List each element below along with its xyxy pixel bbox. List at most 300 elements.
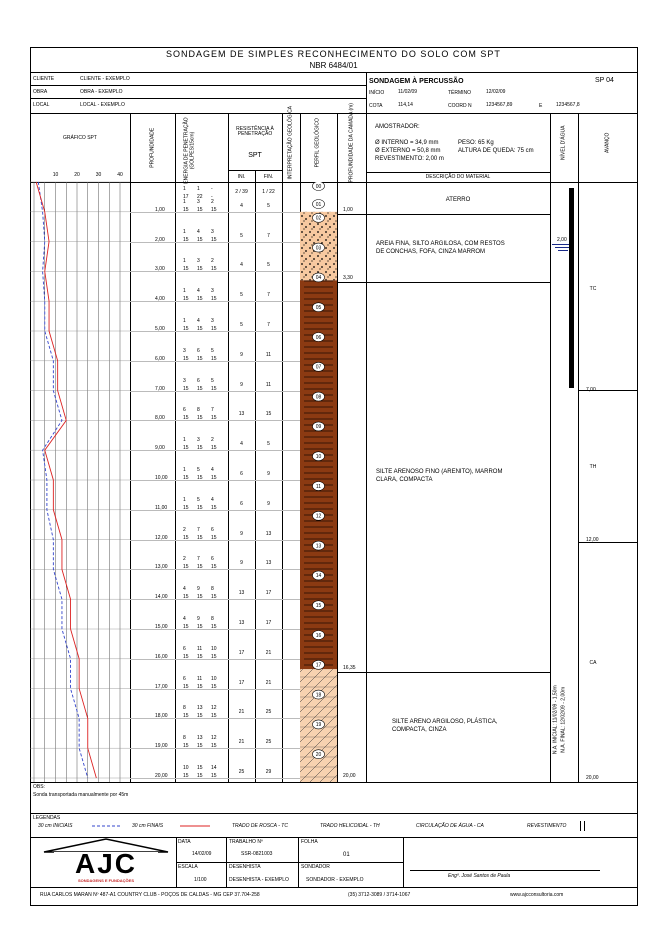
amostrador-externo: Ø EXTERNO = 50,8 mm <box>375 148 441 154</box>
layer-2-depth: 3,30 <box>343 275 353 281</box>
inicio-label: INÍCIO <box>369 90 385 96</box>
sample-marker <box>313 243 325 252</box>
spt-fin: 7 <box>267 322 270 328</box>
spt-ini: 5 <box>240 232 243 239</box>
legend-ca: CIRCULAÇÃO DE ÁGUA - CA <box>416 823 484 829</box>
blow-count: 1 <box>183 198 186 205</box>
blow-count: 4 <box>197 288 200 295</box>
blow-dist: 22 <box>197 194 203 200</box>
avanco-header: AVANÇO <box>604 132 611 153</box>
spt-fin: 29 <box>265 769 272 775</box>
blow-dist: 15 <box>183 445 189 452</box>
sample-marker <box>313 362 325 371</box>
grafico-header: GRÁFICO SPT <box>63 135 97 141</box>
footer-phone: (35) 3712-3089 / 3714-1067 <box>348 892 411 898</box>
water-initial: N.A. INICIAL: 11/02/09 - 1,50m <box>552 685 559 755</box>
legend-dashed-line <box>92 823 122 829</box>
blow-count: 5 <box>197 496 200 503</box>
blow-dist: 15 <box>211 475 217 481</box>
spt-ini: 4 <box>240 262 243 269</box>
legend-tc: TRADO DE ROSCA - TC <box>232 823 288 829</box>
sp-number: SP 04 <box>595 77 614 84</box>
blow-dist: 15 <box>211 206 217 213</box>
termino-value: 12/02/09 <box>486 89 506 95</box>
blow-dist: 15 <box>197 206 203 213</box>
inicio-value: 11/02/09 <box>398 89 418 95</box>
energia-header: ENERGIA DE PENETRAÇÃO (GOLPES/15cm) <box>183 117 195 184</box>
folha-label: FOLHA <box>301 839 318 845</box>
blow-dist: 15 <box>211 743 217 750</box>
blow-count: 2 <box>183 556 186 563</box>
cota-value: 114,14 <box>398 102 413 108</box>
obra-label: OBRA <box>33 89 48 95</box>
blow-dist: 15 <box>211 445 217 452</box>
interpretacao-header: INTERPRETAÇÃO GEOLÓGICA <box>287 105 294 180</box>
data-value: 14/02/09 <box>192 851 212 857</box>
svg-text:12: 12 <box>315 513 322 520</box>
depth-label: 12,00 <box>155 534 168 541</box>
sample-marker <box>313 482 325 491</box>
blow-count: 1 <box>183 258 186 265</box>
svg-text:19: 19 <box>315 722 322 729</box>
profundidade-header: PROFUNDIDADE <box>149 127 156 168</box>
blow-dist: 15 <box>197 266 203 273</box>
sample-marker <box>313 273 325 282</box>
spt-ini: 4 <box>240 202 243 209</box>
blow-dist: 15 <box>197 743 203 750</box>
blow-dist: 15 <box>183 326 189 332</box>
blow-dist: 15 <box>197 683 203 690</box>
data-label: DATA <box>178 839 191 845</box>
svg-text:16: 16 <box>315 632 322 639</box>
spt-fin: 17 <box>265 590 272 597</box>
blow-dist: 15 <box>183 743 189 750</box>
blow-dist: 15 <box>197 236 203 243</box>
sample-marker <box>313 541 325 550</box>
obs-label: OBS: <box>33 784 45 790</box>
svg-text:14: 14 <box>315 573 322 580</box>
blow-count: 12 <box>211 705 217 712</box>
blow-dist: 15 <box>183 713 189 720</box>
blow-count: 10 <box>183 765 189 771</box>
blow-count: 4 <box>183 616 186 622</box>
spt-ini: 17 <box>238 679 245 686</box>
blow-dist: 15 <box>183 266 189 273</box>
depth-label: 19,00 <box>155 743 168 750</box>
spt-fin: 11 <box>265 381 272 388</box>
layer-1-desc: ATERRO <box>445 197 471 203</box>
blow-count: 3 <box>183 347 186 354</box>
footer-web: www.ajcconsultoria.com <box>510 892 564 898</box>
cota-label: COTA <box>369 103 383 109</box>
blow-count: 14 <box>211 765 217 771</box>
blow-dist: 15 <box>183 415 189 422</box>
blow-count: 9 <box>197 616 200 622</box>
sample-marker <box>313 200 325 209</box>
blow-count: 3 <box>197 198 200 205</box>
blow-dist: 15 <box>197 504 203 511</box>
blow-dist: 15 <box>211 385 217 392</box>
blow-dist: 15 <box>211 564 217 571</box>
blow-count: 4 <box>183 586 186 593</box>
blow-dist: 15 <box>183 683 189 690</box>
blow-dist: 15 <box>183 475 189 481</box>
svg-text:02: 02 <box>315 215 322 222</box>
blow-dist: 15 <box>211 683 217 690</box>
spt-ini: 6 <box>240 500 243 507</box>
spt-ini: 2 / 39 <box>235 189 248 195</box>
svg-text:00: 00 <box>315 183 322 190</box>
blow-dist: 15 <box>197 326 203 332</box>
blow-dist: 15 <box>197 355 203 362</box>
blow-count: 8 <box>183 705 186 712</box>
desenhista-label: DESENHISTA <box>229 864 261 870</box>
fin-header: FIN. <box>263 174 274 180</box>
depth-label: 9,00 <box>155 445 165 452</box>
spt-fin: 21 <box>265 679 272 686</box>
spt-fin: 21 <box>265 649 272 656</box>
blow-dist: 15 <box>197 445 203 452</box>
blow-dist: 15 <box>211 355 217 362</box>
avanco-ca: CA <box>589 660 597 666</box>
ini-header: INI. <box>237 174 246 180</box>
legend-rev-symbol <box>580 821 585 831</box>
blow-dist: 15 <box>197 296 203 303</box>
blow-dist: 15 <box>183 624 189 630</box>
svg-text:13: 13 <box>315 543 322 550</box>
revestimento-bar <box>569 188 574 388</box>
blow-count: 1 <box>183 496 186 503</box>
sample-marker <box>313 452 325 461</box>
depth-label: 20,00 <box>155 773 168 779</box>
chart-tick-label: 10 <box>52 172 59 178</box>
svg-text:10: 10 <box>315 454 322 460</box>
svg-text:17: 17 <box>315 662 322 669</box>
obra-value: OBRA - EXEMPLO <box>80 89 123 95</box>
cliente-value: CLIENTE - EXEMPLO <box>80 76 130 82</box>
depth-label: 17,00 <box>155 683 168 690</box>
blow-count: 2 <box>183 526 186 533</box>
blow-dist: 15 <box>197 773 203 779</box>
svg-text:04: 04 <box>315 275 322 282</box>
depth-label: 4,00 <box>155 296 165 303</box>
blow-dist: 15 <box>197 534 203 541</box>
blow-dist: 15 <box>211 534 217 541</box>
blow-count: 5 <box>197 467 200 473</box>
blow-count: 13 <box>197 735 203 742</box>
blow-count: 1 <box>197 186 200 192</box>
spt-ini: 9 <box>240 381 243 388</box>
prof-camada-header: PROFUNDIDADE DA CAMADA (m) <box>348 103 355 183</box>
spt-fin: 25 <box>265 709 272 716</box>
legend-rev: REVESTIMENTO <box>527 823 567 829</box>
spt-ini: 5 <box>240 292 243 299</box>
blow-count: 12 <box>211 735 217 742</box>
layer-4-desc-1: SILTE ARENO ARGILOSO, PLÁSTICA, <box>392 719 498 725</box>
obs-text: Sonda transportada manualmente por 45m <box>33 792 129 798</box>
blow-dist: 15 <box>197 415 203 422</box>
perfil-header: PERFIL GEOLÓGICO <box>314 118 321 168</box>
blow-count: 6 <box>183 407 186 414</box>
amostrador-title: AMOSTRADOR: <box>375 124 420 130</box>
legend-title: LEGENDAS <box>33 815 61 821</box>
legend-initial: 30 cm INICIAIS <box>38 823 73 829</box>
spt-fin: 17 <box>265 620 272 626</box>
ajc-logo-sub: SONDAGENS E FUNDAÇÕES <box>77 878 134 883</box>
blow-dist: 15 <box>211 326 217 332</box>
sample-marker <box>313 392 325 401</box>
blow-dist: 15 <box>183 355 189 362</box>
blow-dist: 15 <box>211 653 217 660</box>
blow-count: 9 <box>197 586 200 593</box>
blow-count: 2 <box>211 258 214 265</box>
chart-tick-label: 40 <box>117 172 123 178</box>
blow-dist: 15 <box>211 504 217 511</box>
svg-text:07: 07 <box>315 364 322 371</box>
coord-n: 1234567,89 <box>486 102 513 108</box>
layer-1-depth: 1,00 <box>343 207 353 213</box>
escala-label: ESCALA <box>178 864 198 870</box>
blow-count: 8 <box>211 616 214 622</box>
sample-marker <box>313 720 325 729</box>
blow-count: 1 <box>183 186 186 192</box>
resistencia-header: RESISTÊNCIA À PENETRAÇÃO <box>236 126 274 137</box>
spt-ini: 17 <box>238 649 245 656</box>
termino-label: TÉRMINO <box>448 90 472 96</box>
folha-value: 01 <box>343 852 350 858</box>
depth-label: 16,00 <box>155 653 168 660</box>
spt-ini: 9 <box>240 351 243 358</box>
spt-fin: 15 <box>265 411 272 418</box>
avanco-th: TH <box>589 464 597 470</box>
sample-marker <box>313 422 325 431</box>
trabalho-value: SSR-0821003 <box>241 851 273 857</box>
report-title: SONDAGEM DE SIMPLES RECONHECIMENTO DO SOLO COM SPT <box>166 49 501 59</box>
blow-count: 4 <box>211 496 214 503</box>
layer-3-desc-1: SILTE ARENOSO FINO (ARENITO), MARROM <box>376 469 503 475</box>
blow-count: 4 <box>197 318 200 324</box>
blow-count: 15 <box>197 765 203 771</box>
blow-count: 3 <box>211 288 214 295</box>
water-final: N.A. FINAL: 12/02/09 - 2,00m <box>560 686 567 753</box>
legend-th: TRADO HELICOIDAL - TH <box>320 823 380 829</box>
svg-text:15: 15 <box>315 603 322 609</box>
blow-dist: 15 <box>183 534 189 541</box>
avanco-20: 20,00 <box>586 775 599 781</box>
spt-fin: 7 <box>267 292 270 299</box>
chart-tick-label: 30 <box>95 172 102 178</box>
blow-count: 8 <box>183 735 186 742</box>
depth-label: 7,00 <box>155 385 165 392</box>
blow-count: 7 <box>197 526 200 533</box>
sondagem-title: SONDAGEM À PERCUSSÃO <box>369 78 464 85</box>
svg-text:08: 08 <box>315 394 322 401</box>
sondador-label: SONDADOR <box>301 864 330 870</box>
blow-count: 1 <box>183 288 186 295</box>
depth-label: 11,00 <box>155 504 168 511</box>
blow-dist: 15 <box>183 653 189 660</box>
spt-ini: 13 <box>238 411 245 418</box>
blow-dist: 15 <box>197 653 203 660</box>
trabalho-label: TRABALHO Nº <box>229 839 263 845</box>
svg-text:20: 20 <box>315 752 322 758</box>
svg-text:11: 11 <box>315 483 322 490</box>
coord-label: COORD N <box>448 103 472 109</box>
sample-marker <box>313 333 325 342</box>
spt-ini: 13 <box>238 590 245 597</box>
blow-dist: 15 <box>197 594 203 601</box>
amostrador-peso: PESO: 65 Kg <box>458 140 494 146</box>
svg-text:05: 05 <box>315 305 322 311</box>
layer-4-desc-2: COMPACTA, CINZA <box>392 727 447 733</box>
blow-dist: 15 <box>211 594 217 601</box>
depth-label: 13,00 <box>155 564 168 571</box>
sample-marker <box>313 631 325 640</box>
engineer-signature: Engº. José Santos de Paula <box>448 873 511 879</box>
nivel-agua-header: NÍVEL D'ÁGUA <box>560 125 567 160</box>
report-norm: NBR 6484/01 <box>309 61 358 70</box>
blow-dist: 15 <box>211 713 217 720</box>
blow-count: 6 <box>183 645 186 652</box>
spt-ini: 13 <box>238 620 245 626</box>
blow-count: 7 <box>197 556 200 563</box>
blow-count: 1 <box>183 318 186 324</box>
avanco-7: 7,00 <box>586 387 596 393</box>
blow-dist: 15 <box>183 564 189 571</box>
blow-dist: 15 <box>211 266 217 273</box>
sample-marker <box>313 213 325 222</box>
coord-e-label: E <box>539 103 543 109</box>
blow-count: 1 <box>183 467 186 473</box>
spt-fin: 11 <box>265 351 272 358</box>
depth-label: 2,00 <box>155 236 165 243</box>
svg-text:03: 03 <box>315 245 322 252</box>
amostrador-revestimento: REVESTIMENTO: 2,00 m <box>375 156 444 162</box>
blow-count: 1 <box>183 228 186 235</box>
svg-text:09: 09 <box>315 424 322 431</box>
spt-fin: 9 <box>267 471 270 477</box>
spt-fin: 13 <box>265 560 272 567</box>
svg-text:06: 06 <box>315 334 322 341</box>
blow-count: 6 <box>211 556 214 563</box>
blow-dist: 15 <box>211 296 217 303</box>
depth-label: 3,00 <box>155 266 165 273</box>
blow-count: 4 <box>211 467 214 473</box>
sample-marker <box>313 690 325 699</box>
ajc-logo-text: AJC <box>74 848 137 879</box>
blow-count: 4 <box>197 228 200 235</box>
spt-fin: 1 / 22 <box>262 189 275 195</box>
blow-count: 5 <box>211 377 214 384</box>
layer-3-desc-2: CLARA, COMPACTA <box>376 477 433 483</box>
blow-dist: 15 <box>183 385 189 392</box>
sample-marker <box>313 750 325 759</box>
blow-dist: 15 <box>211 624 217 630</box>
blow-dist: 15 <box>183 296 189 303</box>
svg-text:18: 18 <box>315 692 322 699</box>
avanco-12: 12,00 <box>586 537 599 543</box>
spt-ini: 6 <box>240 471 243 477</box>
depth-label: 1,00 <box>155 206 165 213</box>
spt-ini: 5 <box>240 322 243 328</box>
descricao-header: DESCRIÇÃO DO MATERIAL <box>425 174 491 180</box>
blow-count: 2 <box>211 437 214 444</box>
spt-fin: 5 <box>267 202 270 209</box>
blow-dist: 15 <box>211 773 217 779</box>
blow-dist: 15 <box>197 564 203 571</box>
spt-ini: 21 <box>238 709 245 716</box>
blow-count: - <box>211 186 213 192</box>
chart-tick-label: 20 <box>74 172 80 178</box>
blow-count: 7 <box>211 407 214 414</box>
legend-solid-line <box>180 823 210 829</box>
blow-dist: 15 <box>197 624 203 630</box>
blow-count: 5 <box>211 347 214 354</box>
blow-dist: 17 <box>183 194 189 200</box>
sample-marker <box>313 601 325 610</box>
layer-4-depth: 20,00 <box>343 773 356 779</box>
depth-label: 8,00 <box>155 415 165 422</box>
blow-count: 3 <box>211 318 214 324</box>
spt-ini: 25 <box>238 769 245 775</box>
blow-dist: 15 <box>183 773 189 779</box>
blow-dist: 15 <box>197 475 203 481</box>
escala-value: 1/100 <box>194 877 207 883</box>
depth-label: 6,00 <box>155 355 165 362</box>
blow-dist: - <box>211 194 213 200</box>
avanco-tc: TC <box>589 286 597 292</box>
blow-dist: 15 <box>183 504 189 511</box>
cliente-label: CLIENTE <box>33 76 55 82</box>
spt-chart <box>30 170 130 782</box>
depth-label: 15,00 <box>155 624 168 630</box>
local-value: LOCAL - EXEMPLO <box>80 102 125 108</box>
spt-ini: 21 <box>238 739 245 746</box>
water-level: 2,00 <box>557 237 567 243</box>
spt-ini: 9 <box>240 530 243 537</box>
spt-header: SPT <box>248 152 262 159</box>
sample-marker <box>313 660 325 669</box>
layer-3-depth: 16,35 <box>343 665 356 671</box>
coord-e: 1234567,8 <box>556 102 580 108</box>
spt-fin: 7 <box>267 232 270 239</box>
blow-count: 10 <box>211 675 217 682</box>
sample-marker <box>313 182 325 191</box>
layer-2-desc-2: DE CONCHAS, FOFA, CINZA MARROM <box>376 249 486 255</box>
blow-count: 1 <box>183 437 186 444</box>
blow-count: 6 <box>197 347 200 354</box>
spt-fin: 5 <box>267 441 270 448</box>
depth-label: 18,00 <box>155 713 168 720</box>
spt-fin: 13 <box>265 530 272 537</box>
blow-dist: 15 <box>197 713 203 720</box>
blow-count: 6 <box>211 526 214 533</box>
blow-dist: 15 <box>211 415 217 422</box>
blow-dist: 15 <box>183 594 189 601</box>
spt-fin: 9 <box>267 500 270 507</box>
amostrador-interno: Ø INTERNO = 34,9 mm <box>375 140 439 146</box>
desenhista-value: DESENHISTA - EXEMPLO <box>229 877 289 883</box>
blow-count: 2 <box>211 198 214 205</box>
blow-dist: 15 <box>211 236 217 243</box>
sondador-value: SONDADOR - EXEMPLO <box>306 877 364 883</box>
blow-dist: 15 <box>183 236 189 243</box>
blow-count: 6 <box>197 377 200 384</box>
depth-label: 14,00 <box>155 594 168 601</box>
blow-count: 10 <box>211 645 217 652</box>
blow-count: 6 <box>183 675 186 682</box>
blow-dist: 15 <box>197 385 203 392</box>
